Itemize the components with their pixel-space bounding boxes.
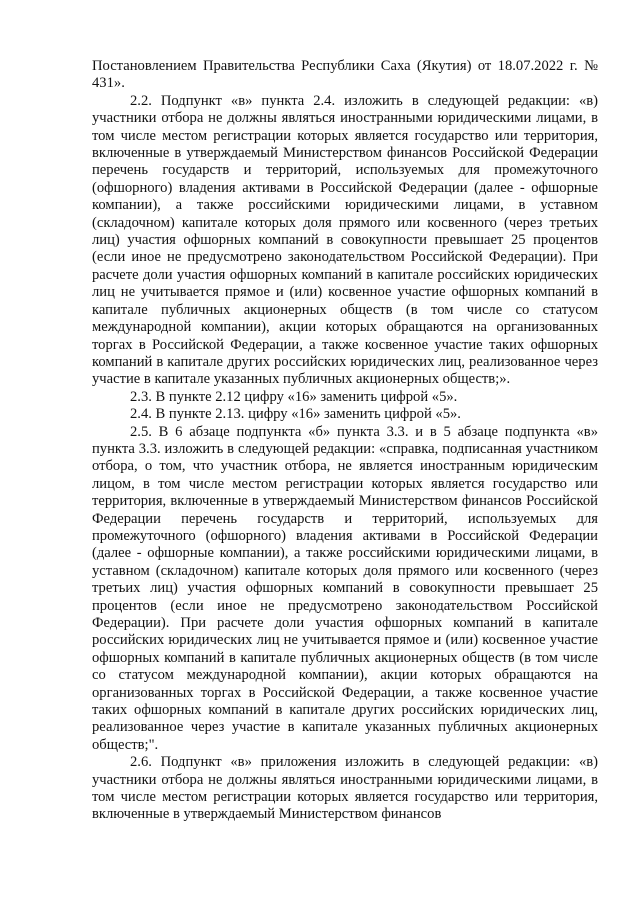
paragraph-2-2: 2.2. Подпункт «в» пункта 2.4. изложить в следующей редакции: «в) участники отбора не должны являться иностранными юридическими лицами, в том числе местом регистрации которых является государство или территория, включенные в утверждаемый Министерством финансов Российской Федерации перечень государств и территорий, используемых для промежуточного (офшорного) владения активами в Российской Федерации (далее - офшорные компании), а также российскими юридическими лицами, в уставном (складочном) капитале которых доля прямого или косвенного (через третьих лиц) участия офшорных компаний в совокупности превышает 25 процентов (если иное не предусмотрено законодательством Российской Федерации). При расчете доли участия офшорных компаний в капитале российских юридических лиц не учитывается прямое и (или) косвенное участие офшорных компаний в капитале публичных акционерных обществ (в том числе со статусом международной компании), акции которых обращаются на организованных торгах в Российской Федерации, а также косвенное участие таких офшорных компаний в капитале других российских юридических лиц, реализованное через участие в капитале указанных публичных акционерных обществ;». xyxy=(92,92,598,388)
paragraph-continuation: Постановлением Правительства Республики Саха (Якутия) от 18.07.2022 г. № 431». xyxy=(92,58,598,92)
paragraph-2-5: 2.5. В 6 абзаце подпункта «б» пункта 3.3. и в 5 абзаце подпункта «в» пункта 3.3. изложить в следующей редакции: «справка, подписанная участником отбора, о том, что участник отбора, не является иностранным юридическим лицом, в том числе местом регистрации которых является государство или территория, включенные в утверждаемый Министерством финансов Российской Федерации перечень государств и территорий, используемых для промежуточного (офшорного) владения активами в Российской Федерации (далее - офшорные компании), а также российскими юридическими лицами, в уставном (складочном) капитале которых доля прямого или косвенного (через третьих лиц) участия офшорных компаний в совокупности превышает 25 процентов (если иное не предусмотрено законодательством Российской Федерации). При расчете доли участия офшорных компаний в капитале российских юридических лиц не учитывается прямое и (или) косвенное участие офшорных компаний в капитале публичных акционерных обществ (в том числе со статусом международной компании), акции которых обращаются на организованных торгах в Российской Федерации, а также косвенное участие таких офшорных компаний в капитале других российских юридических лиц, реализованное через участие в капитале указанных публичных акционерных обществ;". xyxy=(92,423,598,753)
paragraph-2-4: 2.4. В пункте 2.13. цифру «16» заменить цифрой «5». xyxy=(130,406,461,423)
paragraph-2-6: 2.6. Подпункт «в» приложения изложить в следующей редакции: «в) участники отбора не должны являться иностранными юридическими лицами, в том числе местом регистрации которых является государство или территория, включенные в утверждаемый Министерством финансов xyxy=(92,754,598,823)
paragraph-2-3: 2.3. В пункте 2.12 цифру «16» заменить цифрой «5». xyxy=(130,388,458,405)
document-page xyxy=(92,58,598,824)
